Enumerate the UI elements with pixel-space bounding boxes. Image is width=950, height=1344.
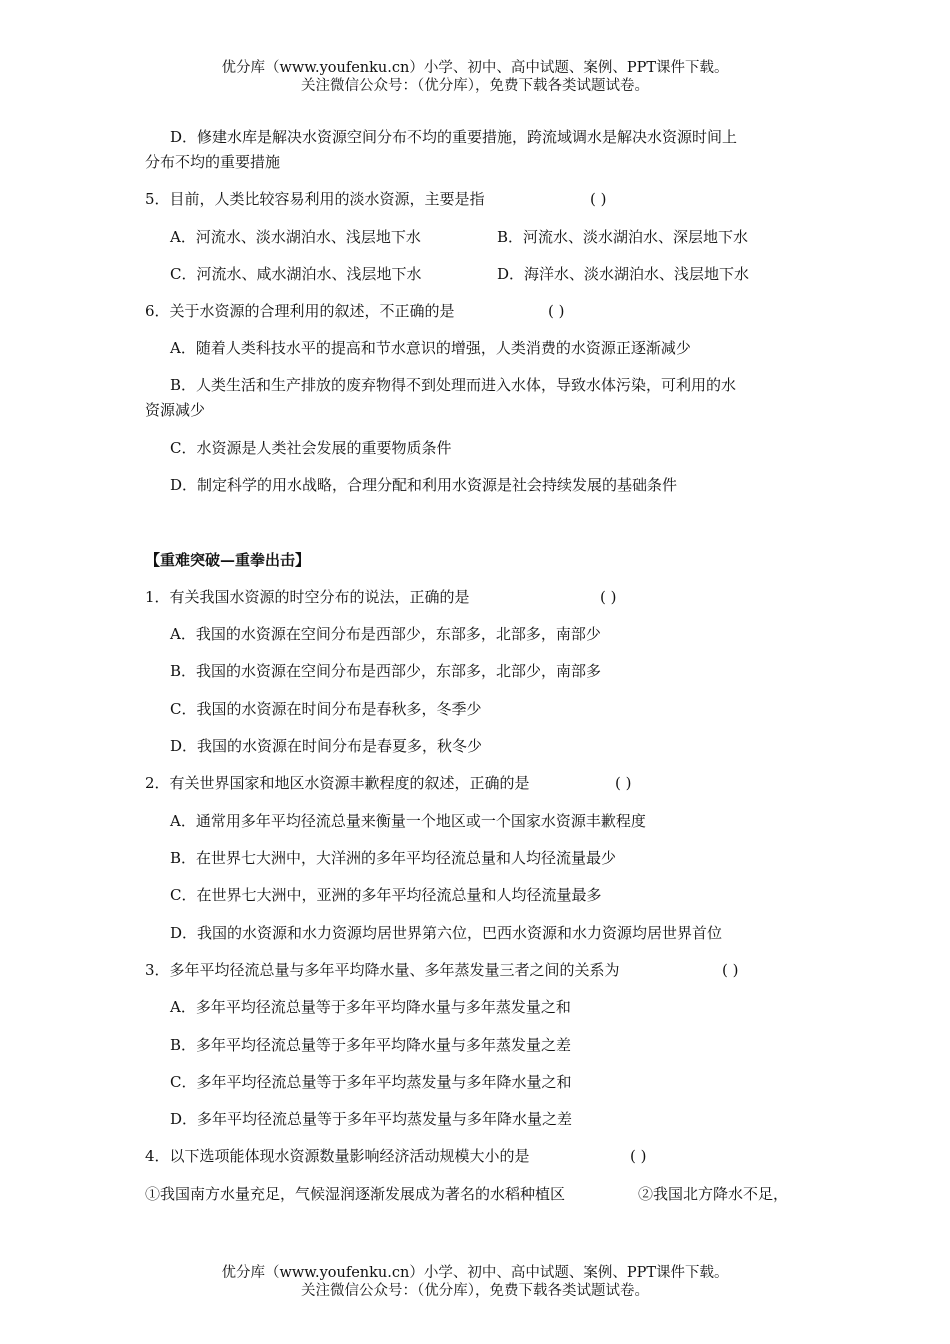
header-line-2: 关注微信公众号：（优分库），免费下载各类试题试卷。 — [301, 78, 649, 94]
p2-q2-option-b: B．在世界七大洲中，大洋洲的多年平均径流总量和人均径流量最少 — [170, 849, 617, 867]
p2-q1-option-d: D．我国的水资源在时间分布是春夏多，秋冬少 — [170, 737, 483, 755]
p2-q1-option-b: B．我国的水资源在空间分布是西部少，东部多，北部少，南部多 — [170, 662, 602, 680]
q4-option-d-line1: D．修建水库是解决水资源空间分布不均的重要措施，跨流域调水是解决水资源时间上 — [170, 128, 738, 146]
q5-option-b: B．河流水、淡水湖泊水、深层地下水 — [497, 228, 749, 246]
section-title: 【重难突破—重拳出击】 — [145, 551, 311, 569]
p2-q4-stem: 4．以下选项能体现水资源数量影响经济活动规模大小的是 — [145, 1147, 530, 1165]
p2-q2-stem: 2．有关世界国家和地区水资源丰歉程度的叙述，正确的是 — [145, 774, 530, 792]
q5-option-a: A．河流水、淡水湖泊水、浅层地下水 — [170, 228, 421, 246]
header-line-1: 优分库（www.youfenku.cn）小学、初中、高中试题、案例、PPT课件下载。 — [221, 60, 729, 76]
p2-q4-item-2: ②我国北方降水不足， — [638, 1185, 789, 1203]
p2-q4-item-1: ①我国南方水量充足，气候湿润逐渐发展成为著名的水稻种植区 — [145, 1185, 566, 1203]
q6-stem: 6．关于水资源的合理利用的叙述，不正确的是 — [145, 302, 455, 320]
p2-q3-option-a: A．多年平均径流总量等于多年平均降水量与多年蒸发量之和 — [170, 998, 571, 1016]
p2-q3-option-c: C．多年平均径流总量等于多年平均蒸发量与多年降水量之和 — [170, 1073, 572, 1091]
p2-q1-stem: 1．有关我国水资源的时空分布的说法，正确的是 — [145, 588, 470, 606]
q5-option-c: C．河流水、咸水湖泊水、浅层地下水 — [170, 265, 422, 283]
q4-option-d-line2: 分布不均的重要措施 — [145, 153, 281, 171]
p2-q1-option-a: A．我国的水资源在空间分布是西部少，东部多，北部多，南部少 — [170, 625, 601, 643]
p2-q2-option-c: C．在世界七大洲中，亚洲的多年平均径流总量和人均径流量最多 — [170, 886, 602, 904]
q6-answer-paren: ( ) — [548, 302, 565, 320]
p2-q2-option-a: A．通常用多年平均径流总量来衡量一个地区或一个国家水资源丰歉程度 — [170, 812, 646, 830]
footer-line-1: 优分库（www.youfenku.cn）小学、初中、高中试题、案例、PPT课件下载。 — [221, 1265, 729, 1281]
q5-stem: 5．目前，人类比较容易利用的淡水资源，主要是指 — [145, 190, 485, 208]
q6-option-a: A．随着人类科技水平的提高和节水意识的增强，人类消费的水资源正逐渐减少 — [170, 339, 691, 357]
p2-q3-option-d: D．多年平均径流总量等于多年平均蒸发量与多年降水量之差 — [170, 1110, 573, 1128]
p2-q1-option-c: C．我国的水资源在时间分布是春秋多，冬季少 — [170, 700, 482, 718]
q6-option-b-line1: B．人类生活和生产排放的废弃物得不到处理而进入水体，导致水体污染，可利用的水 — [170, 376, 737, 394]
footer-line-2: 关注微信公众号：（优分库），免费下载各类试题试卷。 — [301, 1283, 649, 1299]
p2-q3-option-b: B．多年平均径流总量等于多年平均降水量与多年蒸发量之差 — [170, 1036, 572, 1054]
p2-q3-answer-paren: ( ) — [722, 961, 739, 979]
p2-q4-answer-paren: ( ) — [630, 1147, 647, 1165]
q6-option-b-line2: 资源减少 — [145, 401, 206, 419]
q6-option-d: D．制定科学的用水战略，合理分配和利用水资源是社会持续发展的基础条件 — [170, 476, 678, 494]
page-header — [0, 59, 950, 95]
p2-q2-option-d: D．我国的水资源和水力资源均居世界第六位，巴西水资源和水力资源均居世界首位 — [170, 924, 723, 942]
page-footer — [0, 1264, 950, 1300]
p2-q3-stem: 3．多年平均径流总量与多年平均降水量、多年蒸发量三者之间的关系为 — [145, 961, 620, 979]
p2-q1-answer-paren: ( ) — [600, 588, 617, 606]
q6-option-c: C．水资源是人类社会发展的重要物质条件 — [170, 439, 452, 457]
p2-q2-answer-paren: ( ) — [615, 774, 632, 792]
q5-answer-paren: ( ) — [590, 190, 607, 208]
q5-option-d: D．海洋水、淡水湖泊水、浅层地下水 — [497, 265, 750, 283]
